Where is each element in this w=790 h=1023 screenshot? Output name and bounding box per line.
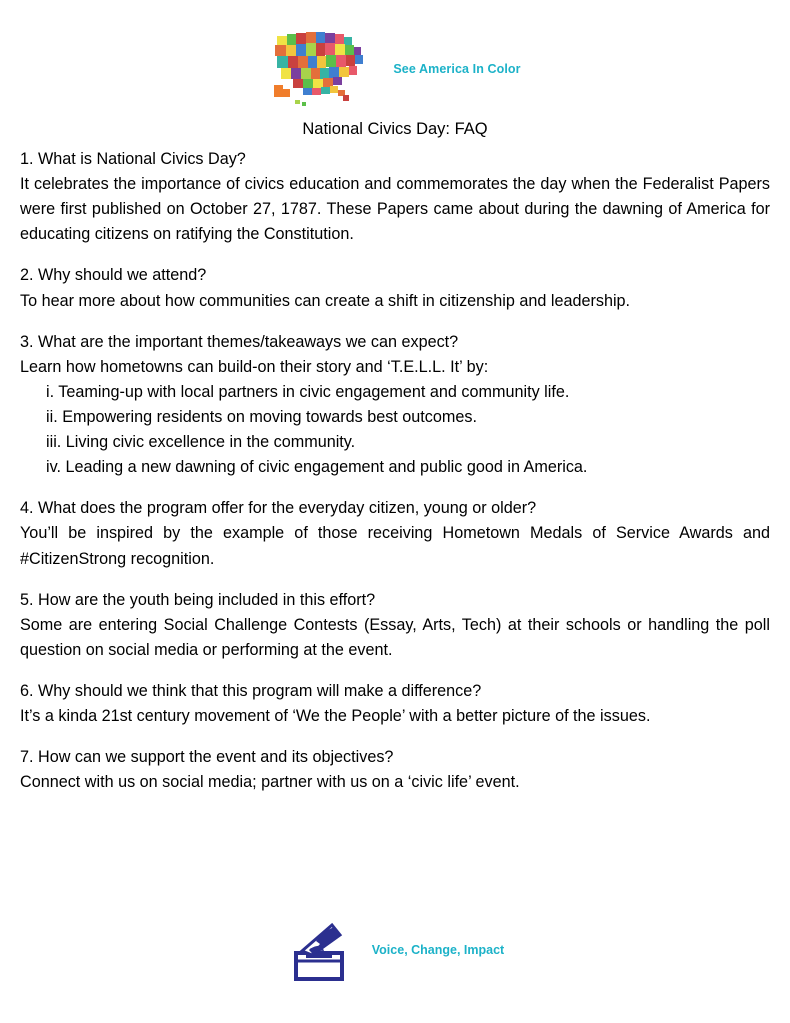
faq-question: 7. How can we support the event and its objectives? (20, 748, 394, 767)
faq-question: 3. What are the important themes/takeaways we can expect? (20, 332, 459, 351)
faq-item (20, 263, 770, 313)
faq-item (20, 745, 770, 795)
faq-item (20, 496, 770, 571)
faq-answer: It’s a kinda 21st century movement of ‘We the People’ with a better picture of the issues. (20, 707, 651, 726)
faq-answer: To hear more about how communities can create a shift in citizenship and leadership. (20, 291, 631, 310)
faq-answer: You’ll be inspired by the example of those receiving Hometown Medals of Service Awards and #CitizenStrong recognition. (20, 524, 770, 568)
faq-answer: Learn how hometowns can build-on their story and ‘T.E.L.L. It’ by: (20, 357, 489, 376)
faq-answer: Some are entering Social Challenge Contests (Essay, Arts, Tech) at their schools or handling the poll question on social media or performing at the event. (20, 615, 770, 659)
page-title: National Civics Day: FAQ (302, 120, 488, 138)
brand-text: See America In Color (393, 62, 521, 76)
list-item: i. Teaming-up with local partners in civic engagement and community life. (46, 382, 570, 401)
faq-item (20, 147, 770, 247)
faq-item (20, 679, 770, 729)
footer-tagline: Voice, Change, Impact (371, 943, 505, 957)
faq-question: 4. What does the program offer for the everyday citizen, young or older? (20, 499, 537, 518)
faq-item (20, 588, 770, 663)
list-item: iv. Leading a new dawning of civic engagement and public good in America. (46, 458, 588, 477)
faq-item (20, 330, 770, 481)
faq-answer: Connect with us on social media; partner with us on a ‘civic life’ event. (20, 773, 520, 792)
faq-answer: It celebrates the importance of civics education and commemorates the day when the Federalist Papers were first published on October 27, 1787. These Papers came about during the dawning of America for educating citizens on ratifying the Constitution. (20, 175, 770, 244)
faq-question: 5. How are the youth being included in this effort? (20, 590, 376, 609)
ballot-box-icon (286, 911, 358, 985)
list-item: ii. Empowering residents on moving towards best outcomes. (46, 407, 477, 426)
faq-sublist (20, 380, 770, 480)
list-item: iii. Living civic excellence in the community. (46, 433, 356, 452)
document-footer (0, 911, 790, 985)
faq-question: 2. Why should we attend? (20, 266, 207, 285)
document-header (20, 0, 770, 110)
faq-question: 1. What is National Civics Day? (20, 150, 246, 168)
faq-list (20, 147, 770, 795)
us-map-icon (269, 22, 379, 110)
faq-question: 6. Why should we think that this program will make a difference? (20, 681, 482, 700)
